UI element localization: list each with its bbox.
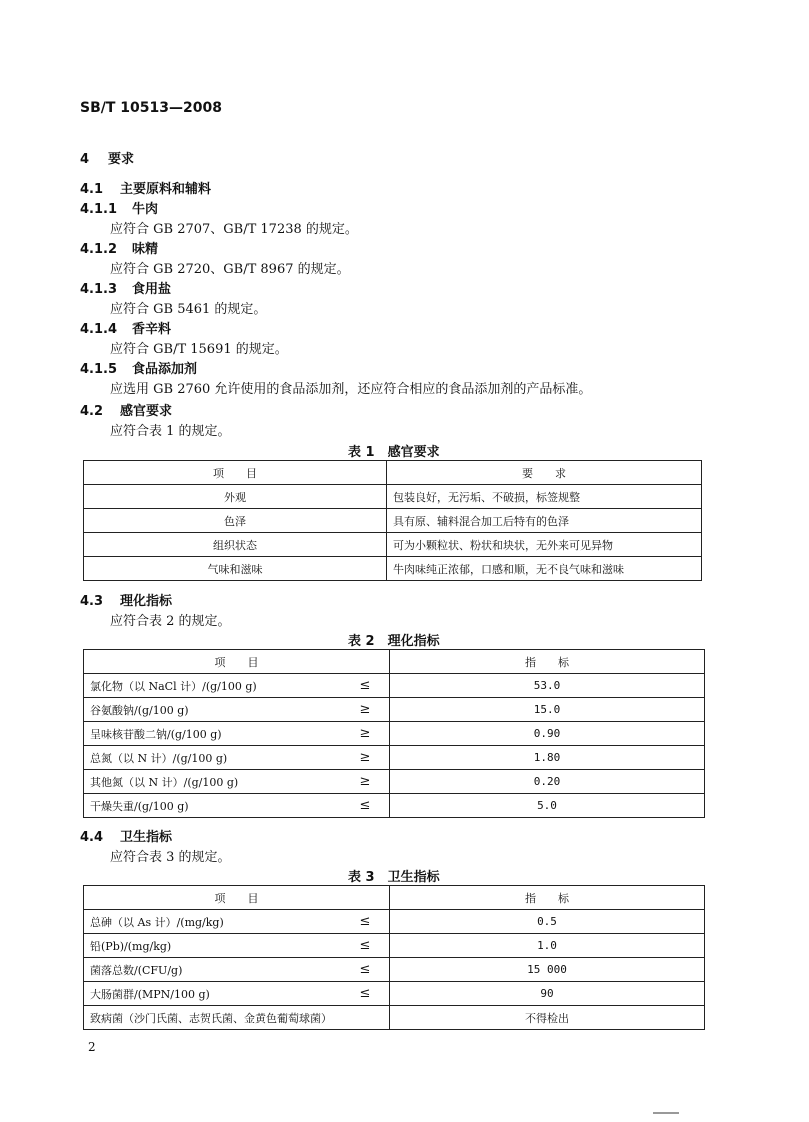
table-cell: 呈味核苷酸二钠/(g/100 g)	[84, 722, 342, 746]
section-text-4-1-3: 应符合 GB 5461 的规定。	[110, 302, 267, 317]
table-cell-value: 1.80	[390, 746, 705, 770]
table-header-cell: 指 标	[390, 650, 705, 674]
section-heading-4-1-1	[80, 198, 158, 217]
table-cell-value: 15 000	[390, 958, 705, 982]
table-cell-value: 53.0	[390, 674, 705, 698]
table-3-caption: 表 3 卫生指标	[348, 870, 440, 885]
table-row	[84, 698, 705, 722]
section-number: 4.1.3	[80, 282, 118, 297]
section-number: 4.1.5	[80, 362, 118, 377]
section-heading-4-2	[80, 400, 172, 419]
section-title: 主要原料和辅料	[120, 182, 212, 197]
section-number: 4.1	[80, 182, 104, 197]
table-cell: 外观	[84, 485, 387, 509]
section-text-4-1-2: 应符合 GB 2720、GB/T 8967 的规定。	[110, 262, 350, 277]
section-title: 牛肉	[132, 202, 159, 217]
table-header-cell: 要 求	[387, 461, 702, 485]
table-cell: 铅(Pb)/(mg/kg)	[84, 934, 342, 958]
section-text-4-1-5: 应选用 GB 2760 允许使用的食品添加剂，还应符合相应的食品添加剂的产品标准。	[110, 382, 592, 397]
comparison-symbol: ≥	[341, 770, 390, 794]
comparison-symbol: ≥	[341, 698, 390, 722]
table-row	[84, 982, 705, 1006]
section-text-4-2: 应符合表 1 的规定。	[110, 424, 231, 439]
section-heading-4-1-2	[80, 238, 158, 257]
section-heading-4-1-5	[80, 358, 197, 377]
section-title: 食品添加剂	[132, 362, 198, 377]
table-1	[83, 460, 702, 581]
table-cell-value: 1.0	[390, 934, 705, 958]
table-cell: 总氮（以 N 计）/(g/100 g)	[84, 746, 342, 770]
table-cell-value: 0.20	[390, 770, 705, 794]
table-3	[83, 885, 705, 1030]
table-row	[84, 958, 705, 982]
section-title: 香辛料	[132, 322, 172, 337]
table-header-cell: 项 目	[84, 461, 387, 485]
table-row	[84, 910, 705, 934]
comparison-symbol: ≤	[341, 674, 390, 698]
table-cell-value: 不得检出	[390, 1006, 705, 1030]
section-heading-4-3	[80, 590, 172, 609]
table-header-row	[84, 650, 705, 674]
table-cell: 具有原、辅料混合加工后特有的色泽	[387, 509, 702, 533]
table-2-caption: 表 2 理化指标	[348, 634, 440, 649]
section-text-4-4: 应符合表 3 的规定。	[110, 850, 231, 865]
page-number: 2	[88, 1040, 96, 1054]
section-number: 4.1.4	[80, 322, 118, 337]
section-number: 4.2	[80, 404, 104, 419]
table-cell: 可为小颗粒状、粉状和块状，无外来可见异物	[387, 533, 702, 557]
table-row	[84, 485, 702, 509]
section-number: 4	[80, 152, 90, 167]
section-heading-4-1	[80, 178, 211, 197]
section-title: 卫生指标	[120, 830, 173, 845]
table-header-cell: 指 标	[390, 886, 705, 910]
comparison-symbol: ≤	[341, 794, 390, 818]
section-title: 味精	[132, 242, 159, 257]
table-cell: 菌落总数/(CFU/g)	[84, 958, 342, 982]
table-cell-value: 0.5	[390, 910, 705, 934]
table-cell: 组织状态	[84, 533, 387, 557]
table-row	[84, 722, 705, 746]
comparison-symbol: ≤	[341, 910, 390, 934]
comparison-symbol: ≤	[341, 958, 390, 982]
section-heading-4	[80, 148, 134, 167]
section-text-4-1-1: 应符合 GB 2707、GB/T 17238 的规定。	[110, 222, 358, 237]
table-cell-value: 15.0	[390, 698, 705, 722]
section-number: 4.1.2	[80, 242, 118, 257]
section-title: 食用盐	[132, 282, 172, 297]
table-1-caption: 表 1 感官要求	[348, 445, 440, 460]
table-2	[83, 649, 705, 818]
table-header-cell: 项 目	[84, 650, 390, 674]
comparison-symbol: ≥	[341, 746, 390, 770]
table-row	[84, 770, 705, 794]
table-row	[84, 674, 705, 698]
section-heading-4-1-4	[80, 318, 171, 337]
table-cell-value: 90	[390, 982, 705, 1006]
table-row	[84, 557, 702, 581]
table-header-row	[84, 886, 705, 910]
section-number: 4.3	[80, 594, 104, 609]
table-cell: 气味和滋味	[84, 557, 387, 581]
table-cell: 总砷（以 As 计）/(mg/kg)	[84, 910, 342, 934]
section-number: 4.4	[80, 830, 104, 845]
section-text-4-3: 应符合表 2 的规定。	[110, 614, 231, 629]
scan-artifact	[653, 1112, 679, 1114]
table-row	[84, 794, 705, 818]
section-title: 要求	[108, 152, 135, 167]
section-title: 理化指标	[120, 594, 173, 609]
section-number: 4.1.1	[80, 202, 118, 217]
table-cell: 致病菌（沙门氏菌、志贺氏菌、金黄色葡萄球菌）	[84, 1006, 390, 1030]
table-header-row	[84, 461, 702, 485]
section-heading-4-4	[80, 826, 172, 845]
comparison-symbol: ≥	[341, 722, 390, 746]
table-cell-value: 0.90	[390, 722, 705, 746]
comparison-symbol: ≤	[341, 934, 390, 958]
table-cell: 干燥失重/(g/100 g)	[84, 794, 342, 818]
table-row	[84, 533, 702, 557]
table-row	[84, 746, 705, 770]
table-cell-value: 5.0	[390, 794, 705, 818]
table-cell: 其他氮（以 N 计）/(g/100 g)	[84, 770, 342, 794]
table-row	[84, 509, 702, 533]
table-cell: 色泽	[84, 509, 387, 533]
document-header: SB/T 10513—2008	[80, 100, 222, 116]
table-cell: 谷氨酸钠/(g/100 g)	[84, 698, 342, 722]
table-cell: 牛肉味纯正浓郁，口感和顺，无不良气味和滋味	[387, 557, 702, 581]
table-cell: 包装良好，无污垢、不破损，标签规整	[387, 485, 702, 509]
comparison-symbol: ≤	[341, 982, 390, 1006]
table-cell: 氯化物（以 NaCl 计）/(g/100 g)	[84, 674, 342, 698]
table-row	[84, 1006, 705, 1030]
table-header-cell: 项 目	[84, 886, 390, 910]
section-title: 感官要求	[120, 404, 173, 419]
section-heading-4-1-3	[80, 278, 171, 297]
table-row	[84, 934, 705, 958]
table-cell: 大肠菌群/(MPN/100 g)	[84, 982, 342, 1006]
section-text-4-1-4: 应符合 GB/T 15691 的规定。	[110, 342, 288, 357]
